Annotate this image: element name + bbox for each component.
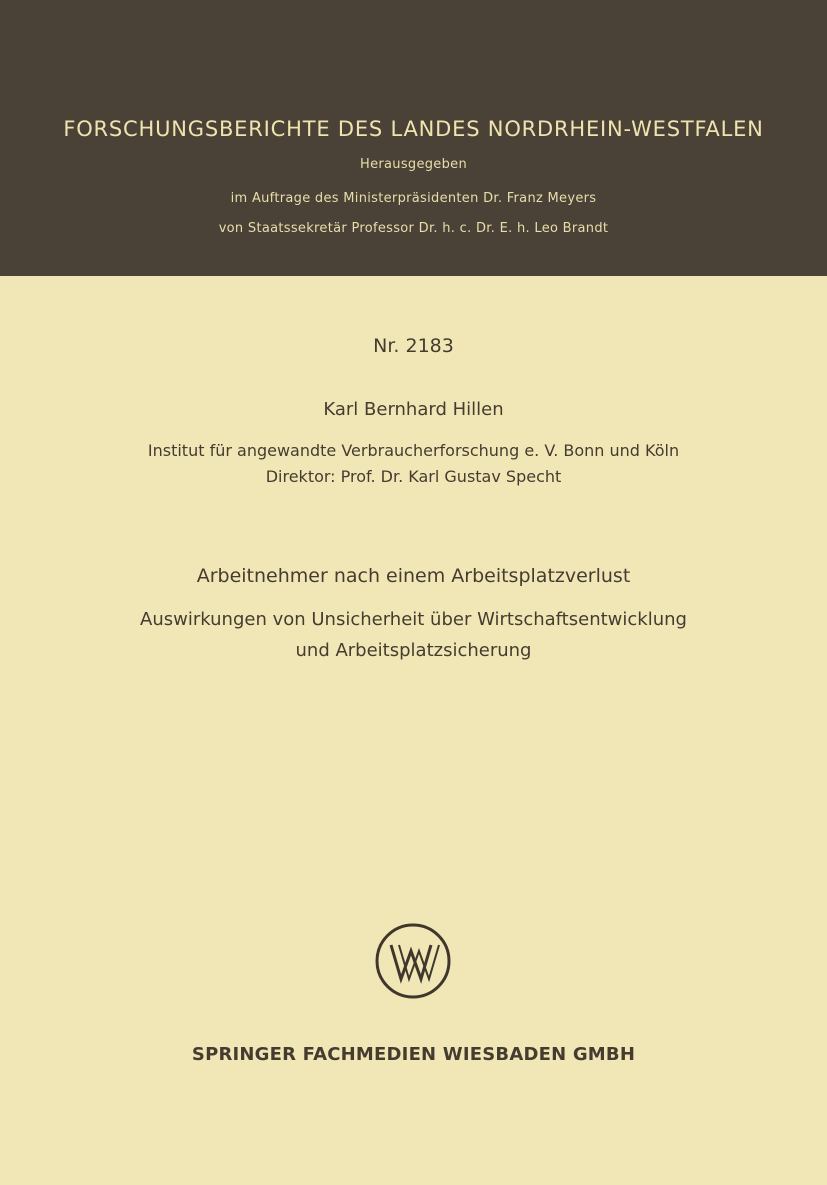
report-title: Arbeitnehmer nach einem Arbeitsplatzverlust: [196, 565, 631, 587]
editor-line-3: von Staatssekretär Professor Dr. h. c. Dr. E. h. Leo Brandt: [218, 221, 609, 236]
header-band: [0, 0, 827, 276]
author-name: Karl Bernhard Hillen: [323, 399, 504, 420]
series-title: FORSCHUNGSBERICHTE DES LANDES NORDRHEIN-WESTFALEN: [63, 117, 764, 141]
editor-line-1: Herausgegeben: [360, 157, 467, 172]
publisher-name: SPRINGER FACHMEDIEN WIESBADEN GMBH: [191, 1044, 636, 1065]
subtitle-line-1: Auswirkungen von Unsicherheit über Wirtschaftsentwicklung: [140, 609, 687, 630]
publisher-ww-logo-icon: [373, 921, 453, 1001]
report-number: Nr. 2183: [373, 335, 454, 357]
institute-line-1: Institut für angewandte Verbraucherforschung e. V. Bonn und Köln: [147, 441, 680, 460]
subtitle-line-2: und Arbeitsplatzsicherung: [295, 640, 532, 661]
institute-line-2: Direktor: Prof. Dr. Karl Gustav Specht: [265, 467, 562, 486]
editor-line-2: im Auftrage des Ministerpräsidenten Dr. Franz Meyers: [230, 191, 597, 206]
